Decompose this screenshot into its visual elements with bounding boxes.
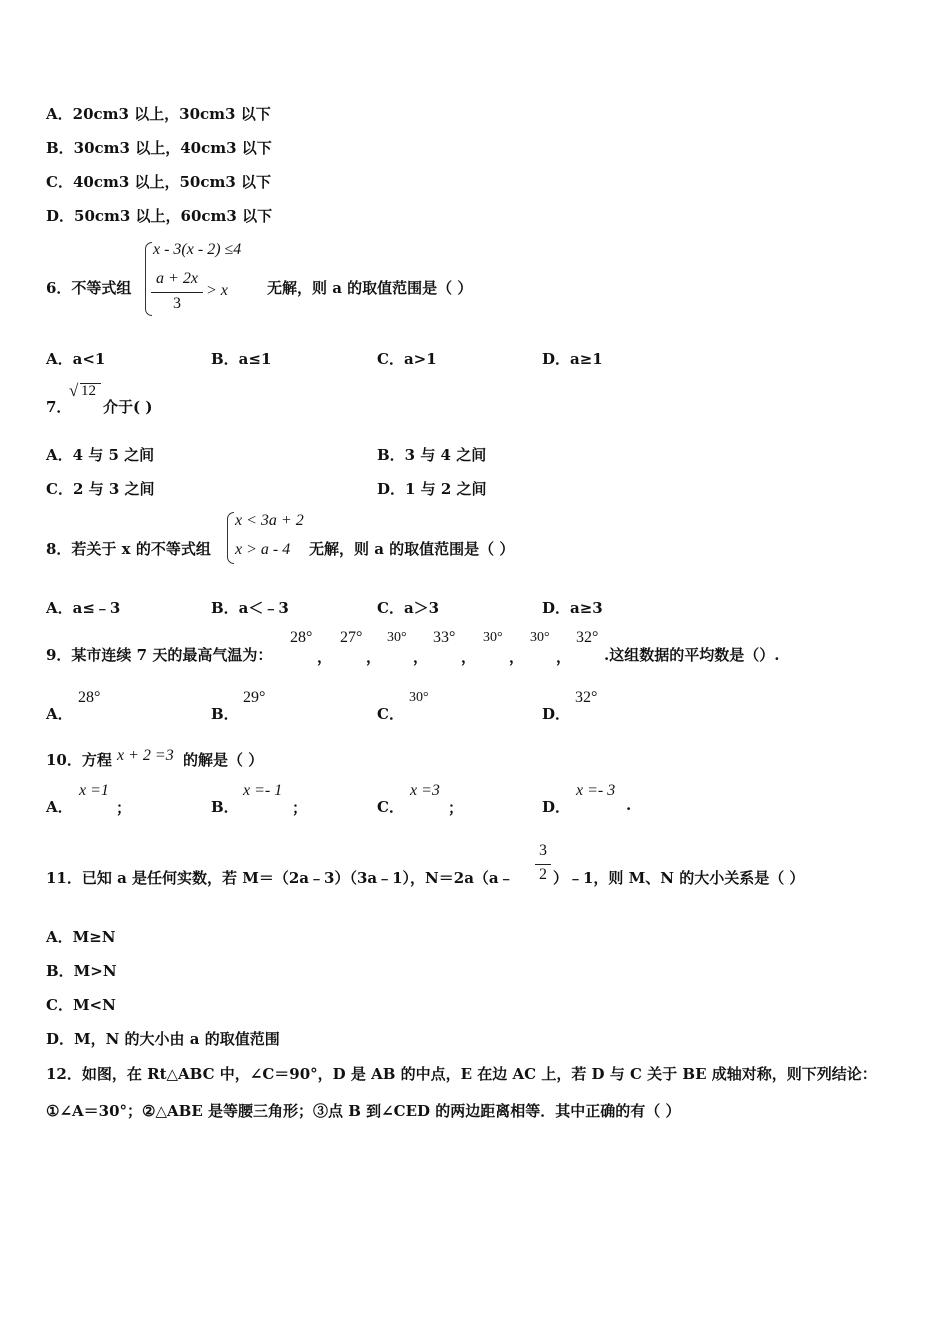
q7-label: 7．	[46, 398, 72, 416]
q9-option-c-letter: C．	[377, 705, 404, 723]
q9-sep-1: ，	[317, 648, 333, 666]
q6-frac-numerator: a + 2x	[156, 270, 198, 287]
q11-frac-denominator: 2	[539, 866, 547, 883]
q9-temp-1: 28°	[290, 629, 313, 646]
q9-option-d-value: 32°	[575, 689, 598, 706]
q11-option-d: D．M，N 的大小由 a 的取值范围	[46, 1030, 280, 1048]
q11-frac-numerator: 3	[539, 842, 547, 859]
q8-tail: 无解，则 a 的取值范围是（ ）	[309, 540, 515, 558]
q9-temp-5: 30°	[483, 630, 503, 645]
q7-option-d: D．1 与 2 之间	[377, 480, 487, 498]
q10-option-d-value: x =- 3	[576, 782, 616, 799]
q5-option-d: D．50cm3 以上，60cm3 以下	[46, 207, 273, 225]
q9-temp-2: 27°	[340, 629, 363, 646]
q6-system-line1: x - 3(x - 2) ≤4	[153, 241, 242, 258]
q9-sep-3: ，	[413, 648, 429, 666]
q10-option-c-letter: C．	[377, 798, 404, 816]
q9-temp-7: 32°	[576, 629, 599, 646]
q9-tail: .这组数据的平均数是（）.	[604, 646, 780, 664]
q6-option-a: A．a<1	[46, 350, 106, 368]
q5-option-a: A．20cm3 以上，30cm3 以下	[46, 105, 271, 123]
q6-option-c: C．a>1	[377, 350, 437, 368]
q10-tail: 的解是（ ）	[183, 751, 264, 769]
q11-text-part2: ）﹣1，则 M、N 的大小关系是（ ）	[553, 869, 805, 887]
q9-option-b-letter: B．	[211, 705, 239, 723]
q9-option-a-value: 28°	[78, 689, 101, 706]
q9-temp-3: 30°	[387, 630, 407, 645]
q8-option-b: B．a＜﹣3	[211, 599, 289, 617]
q7-option-c: C．2 与 3 之间	[46, 480, 155, 498]
q11-text-part1: 11．已知 a 是任何实数，若 M＝（2a﹣3）（3a﹣1），N＝2a（a﹣	[46, 869, 514, 887]
q11-option-a: A．M≥N	[46, 928, 116, 946]
q10-equation: x + 2 =3	[117, 747, 174, 764]
q10-label: 10．方程	[46, 751, 112, 769]
q7-option-b: B．3 与 4 之间	[377, 446, 487, 464]
q5-option-c: C．40cm3 以上，50cm3 以下	[46, 173, 272, 191]
q6-frac-denominator: 3	[173, 295, 181, 312]
q6-option-d: D．a≥1	[542, 350, 603, 368]
q9-option-c-value: 30°	[409, 690, 429, 705]
sqrt-icon: √	[69, 381, 79, 400]
q6-label: 6．不等式组	[46, 279, 132, 297]
q8-label: 8．若关于 x 的不等式组	[46, 540, 211, 558]
q10-option-b-letter: B．	[211, 798, 239, 816]
q7-tail: 介于( )	[103, 398, 153, 416]
q9-sep-6: ，	[556, 648, 572, 666]
q9-option-b-value: 29°	[243, 689, 266, 706]
q6-tail: 无解，则 a 的取值范围是（ ）	[267, 279, 473, 297]
q9-temp-4: 33°	[433, 629, 456, 646]
q6-option-b: B．a≤1	[211, 350, 272, 368]
q10-option-b-value: x =- 1	[243, 782, 283, 799]
q9-option-d-letter: D．	[542, 705, 571, 723]
q7-option-a: A．4 与 5 之间	[46, 446, 155, 464]
q11-option-c: C．M<N	[46, 996, 116, 1014]
q10-option-a-punct: ；	[116, 799, 132, 817]
q6-system-line2-rest: > x	[206, 282, 228, 299]
q10-option-d-letter: D．	[542, 798, 571, 816]
q9-option-a-letter: A．	[46, 705, 73, 723]
q8-option-c: C．a＞3	[377, 599, 440, 617]
q10-option-a-letter: A．	[46, 798, 73, 816]
q10-option-c-punct: ；	[448, 799, 464, 817]
q8-option-a: A．a≤﹣3	[46, 599, 121, 617]
q11-fraction-bar	[535, 864, 551, 865]
q6-fraction-bar	[151, 292, 203, 293]
q10-option-d-punct: .	[626, 796, 632, 814]
q9-sep-2: ，	[366, 648, 382, 666]
q10-option-a-value: x =1	[79, 782, 109, 799]
q9-sep-5: ，	[509, 648, 525, 666]
q12-line2: ①∠A＝30°；②△ABE 是等腰三角形；③点 B 到∠CED 的两边距离相等．其中正确的有（ ）	[46, 1102, 681, 1120]
q8-system-line1: x < 3a + 2	[235, 512, 304, 529]
q11-option-b: B．M>N	[46, 962, 117, 980]
q12-line1: 12．如图，在 Rt△ABC 中，∠C＝90°，D 是 AB 的中点，E 在边 AC 上，若 D 与 C 关于 BE 成轴对称，则下列结论：	[46, 1065, 877, 1083]
q7-radicand: 12	[81, 383, 96, 399]
q5-option-b: B．30cm3 以上，40cm3 以下	[46, 139, 272, 157]
q8-brace	[227, 512, 234, 564]
q9-temp-6: 30°	[530, 630, 550, 645]
q9-sep-4: ，	[461, 648, 477, 666]
q8-option-d: D．a≥3	[542, 599, 603, 617]
q10-option-b-punct: ；	[292, 799, 308, 817]
q9-label: 9．某市连续 7 天的最高气温为：	[46, 646, 273, 664]
q8-system-line2: x > a - 4	[235, 541, 291, 558]
q10-option-c-value: x =3	[410, 782, 440, 799]
